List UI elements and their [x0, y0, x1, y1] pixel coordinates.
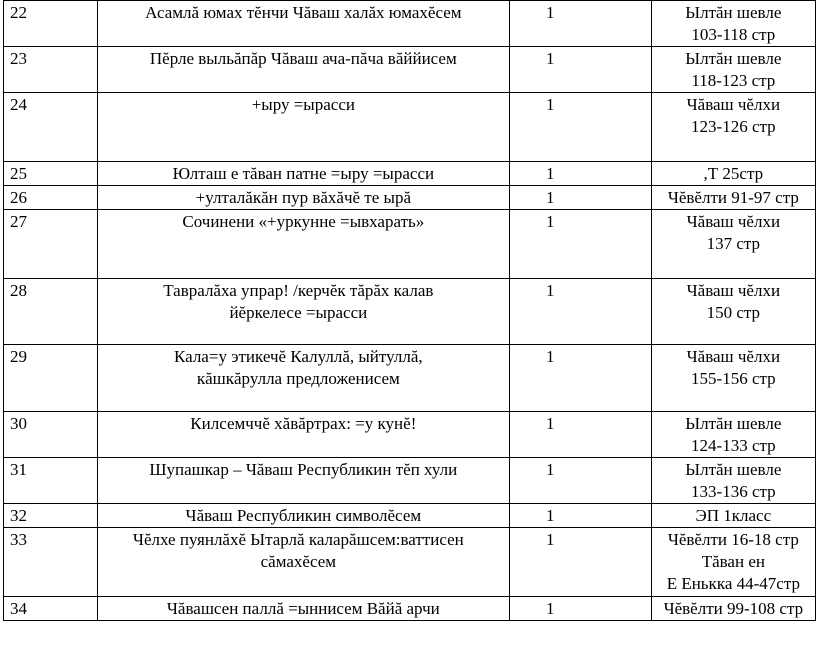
topic-cell: [97, 162, 509, 186]
topic-cell: [97, 412, 509, 458]
hours-cell: 1: [509, 279, 651, 345]
table-row: [4, 412, 816, 458]
source-line: Ылтăн шевле: [685, 414, 782, 433]
hours-cell: 1: [509, 504, 651, 528]
hours-cell: 1: [509, 1, 651, 47]
row-number-cell: 25: [4, 162, 98, 186]
row-number-cell: 33: [4, 528, 98, 597]
topic-cell: [97, 279, 509, 345]
topic-text: +улталăкăн пур вăхăчĕ те ырă: [195, 188, 411, 207]
source-cell: [651, 279, 815, 345]
source-line: Чăваш чĕлхи: [686, 347, 781, 366]
source-line: Чĕвĕлти 91-97 стр: [667, 188, 799, 207]
topic-cell: [97, 210, 509, 279]
source-cell: [651, 1, 815, 47]
topic-text: Асамлă юмах тĕнчи Чăваш халăх юмахĕсем: [145, 3, 462, 22]
table-row: [4, 345, 816, 412]
source-line: Ылтăн шевле: [685, 3, 782, 22]
hours-cell: 1: [509, 528, 651, 597]
source-cell: [651, 458, 815, 504]
topic-cell: [97, 186, 509, 210]
hours-cell: 1: [509, 412, 651, 458]
lesson-plan-table: [3, 0, 816, 621]
topic-text: Шупашкар – Чăваш Республикин тĕп хули: [149, 460, 458, 479]
row-number-cell: 31: [4, 458, 98, 504]
topic-text: Сочинени «+уркунне =ывхарать»: [182, 212, 425, 231]
topic-text: Чăвашсен паллă =ыннисем Вăйă арчи: [166, 599, 440, 618]
source-line: 123-126 стр: [691, 117, 776, 136]
row-number-cell: 23: [4, 47, 98, 93]
hours-cell: 1: [509, 458, 651, 504]
source-line: 103-118 стр: [691, 25, 776, 44]
hours-cell: 1: [509, 186, 651, 210]
hours-cell: 1: [509, 162, 651, 186]
source-line: 133-136 стр: [691, 482, 776, 501]
source-cell: [651, 504, 815, 528]
source-line: 118-123 стр: [691, 71, 776, 90]
table-row: [4, 162, 816, 186]
topic-text: Юлташ е тăван патне =ыру =ырасси: [172, 164, 435, 183]
source-cell: [651, 528, 815, 597]
topic-cell: [97, 47, 509, 93]
source-line: Ылтăн шевле: [685, 49, 782, 68]
row-number-cell: 30: [4, 412, 98, 458]
topic-text: Чĕлхе пуянлăхĕ Ытарлă каларăшсем:ваттисен сăмахĕсем: [132, 530, 464, 571]
table-row: [4, 186, 816, 210]
hours-cell: 1: [509, 47, 651, 93]
topic-cell: [97, 345, 509, 412]
hours-cell: 1: [509, 597, 651, 621]
source-line: Е Енькка 44-47стр: [666, 574, 800, 593]
source-line: ЭП 1класс: [695, 506, 772, 525]
source-cell: [651, 345, 815, 412]
source-line: Тăван ен: [701, 552, 765, 571]
source-cell: [651, 93, 815, 162]
topic-text: Кала=у этикечĕ Калуллă, ыйтуллă, кăшкăрулла предложенисем: [174, 347, 423, 388]
topic-text: Пĕрле выльăпăр Чăваш ача-пăча вăййисем: [149, 49, 457, 68]
source-line: Чăваш чĕлхи: [686, 95, 781, 114]
topic-cell: [97, 597, 509, 621]
source-line: 150 стр: [706, 303, 761, 322]
source-line: Чĕвĕлти 16-18 стр: [667, 530, 799, 549]
row-number-cell: 29: [4, 345, 98, 412]
source-line: ,Т 25стр: [703, 164, 764, 183]
source-line: Чăваш чĕлхи: [686, 212, 781, 231]
source-cell: [651, 162, 815, 186]
source-cell: [651, 597, 815, 621]
hours-cell: 1: [509, 345, 651, 412]
table-row: [4, 597, 816, 621]
table-row: [4, 93, 816, 162]
table-row: [4, 528, 816, 597]
source-line: 124-133 стр: [691, 436, 776, 455]
topic-text: Чăваш Республикин символĕсем: [185, 506, 422, 525]
row-number-cell: 34: [4, 597, 98, 621]
table-row: [4, 210, 816, 279]
topic-cell: [97, 1, 509, 47]
topic-cell: [97, 504, 509, 528]
topic-text: Тавралăха упрар! /керчĕк тăрăх калав йĕркелесе =ырасси: [163, 281, 434, 322]
topic-cell: [97, 458, 509, 504]
source-line: Чĕвĕлти 99-108 стр: [663, 599, 804, 618]
row-number-cell: 32: [4, 504, 98, 528]
source-line: Ылтăн шевле: [685, 460, 782, 479]
topic-cell: [97, 93, 509, 162]
table-row: [4, 458, 816, 504]
table-row: [4, 1, 816, 47]
source-cell: [651, 210, 815, 279]
table-row: [4, 47, 816, 93]
source-cell: [651, 186, 815, 210]
row-number-cell: 27: [4, 210, 98, 279]
table-row: [4, 504, 816, 528]
source-line: Чăваш чĕлхи: [686, 281, 781, 300]
row-number-cell: 26: [4, 186, 98, 210]
row-number-cell: 28: [4, 279, 98, 345]
table-row: [4, 279, 816, 345]
source-line: 137 стр: [706, 234, 761, 253]
topic-text: Килсемччĕ хăвăртрах: =у кунĕ!: [190, 414, 417, 433]
topic-text: +ыру =ырасси: [251, 95, 355, 114]
topic-cell: [97, 528, 509, 597]
source-line: 155-156 стр: [691, 369, 776, 388]
row-number-cell: 24: [4, 93, 98, 162]
row-number-cell: 22: [4, 1, 98, 47]
hours-cell: 1: [509, 93, 651, 162]
source-cell: [651, 47, 815, 93]
hours-cell: 1: [509, 210, 651, 279]
source-cell: [651, 412, 815, 458]
